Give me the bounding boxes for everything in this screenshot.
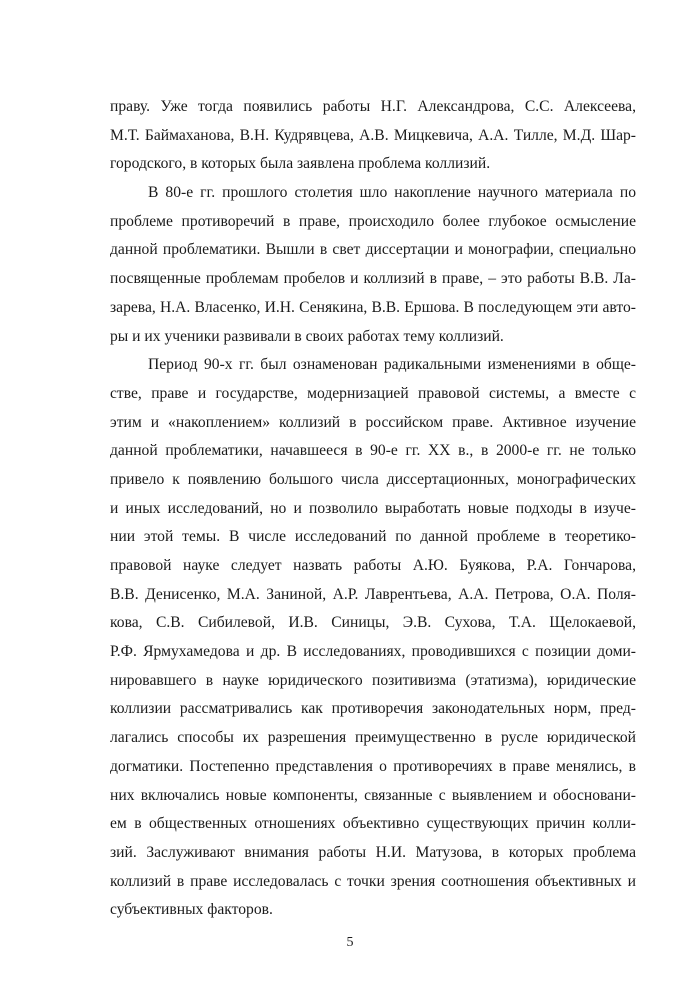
text-line: привело к появлению большого числа диссертационных, монографических (110, 470, 636, 488)
text-line: В.В. Денисенко, М.А. Заниной, А.Р. Лаврентьева, А.А. Петрова, О.А. Поля- (110, 585, 636, 603)
text-line: нии этой темы. В числе исследований по данной проблеме в теоретико- (110, 528, 636, 546)
text-line: М.Т. Баймаханова, В.Н. Кудрявцева, А.В. Мицкевича, А.А. Тилле, М.Д. Шар- (110, 126, 636, 144)
text-line: догматики. Постепенно представления о противоречиях в праве менялись, в (110, 757, 636, 775)
text-line: стве, праве и государстве, модернизацией правовой системы, а вместе с (110, 384, 636, 402)
page-number: 5 (346, 935, 354, 950)
paragraph (110, 351, 636, 925)
text-line: лагались способы их разрешения преимущественно в русле юридической (110, 729, 636, 747)
text-line: данной проблематики, начавшееся в 90-е гг. XX в., в 2000-е гг. не только (110, 442, 636, 460)
text-line: проблеме противоречий в праве, происходило более глубокое осмысление (110, 212, 636, 230)
text-line: коллизии рассматривались как противоречия законодательных норм, пред- (110, 700, 636, 718)
text-line: зарева, Н.А. Власенко, И.Н. Сенякина, В.В. Ершова. В последующем эти авто- (110, 298, 636, 316)
text-line: Период 90-х гг. был ознаменован радикальными изменениями в обще- (148, 356, 636, 374)
text-line: зий. Заслуживают внимания работы Н.И. Матузова, в которых проблема (110, 843, 636, 861)
body-text (110, 93, 636, 925)
text-line: В 80-е гг. прошлого столетия шло накопление научного материала по (148, 184, 636, 202)
text-line: праву. Уже тогда появились работы Н.Г. Александрова, С.С. Алексеева, (110, 98, 636, 115)
text-line: Р.Ф. Ярмухамедова и др. В исследованиях, проводившихся с позиции доми- (110, 643, 636, 661)
text-line: нировавшего в науке юридического позитивизма (этатизма), юридические (110, 671, 636, 689)
paragraph (110, 93, 636, 179)
text-line: и иных исследований, но и позволило выработать новые подходы в изуче- (110, 499, 636, 517)
text-line: субъективных факторов. (110, 901, 273, 919)
text-line: ем в общественных отношениях объективно существующих причин колли- (110, 815, 636, 833)
paragraph (110, 179, 636, 351)
text-line: этим и «накоплением» коллизий в российском праве. Активное изучение (110, 413, 636, 431)
text-line: данной проблематики. Вышли в свет диссертации и монографии, специально (110, 241, 636, 259)
text-line: городского, в которых была заявлена проблема коллизий. (110, 155, 491, 173)
text-line: кова, С.В. Сибилевой, И.В. Синицы, Э.В. Сухова, Т.А. Щелокаевой, (110, 614, 636, 632)
text-line: посвященные проблемам пробелов и коллизий в праве, – это работы В.В. Ла- (110, 270, 636, 288)
text-line: ры и их ученики развивали в своих работах тему коллизий. (110, 327, 504, 345)
text-line: них включались новые компоненты, связанные с выявлением и обосновани- (110, 786, 636, 804)
text-line: коллизий в праве исследовалась с точки зрения соотношения объективных и (110, 872, 636, 890)
text-line: правовой науке следует назвать работы А.Ю. Буякова, Р.А. Гончарова, (110, 557, 636, 574)
